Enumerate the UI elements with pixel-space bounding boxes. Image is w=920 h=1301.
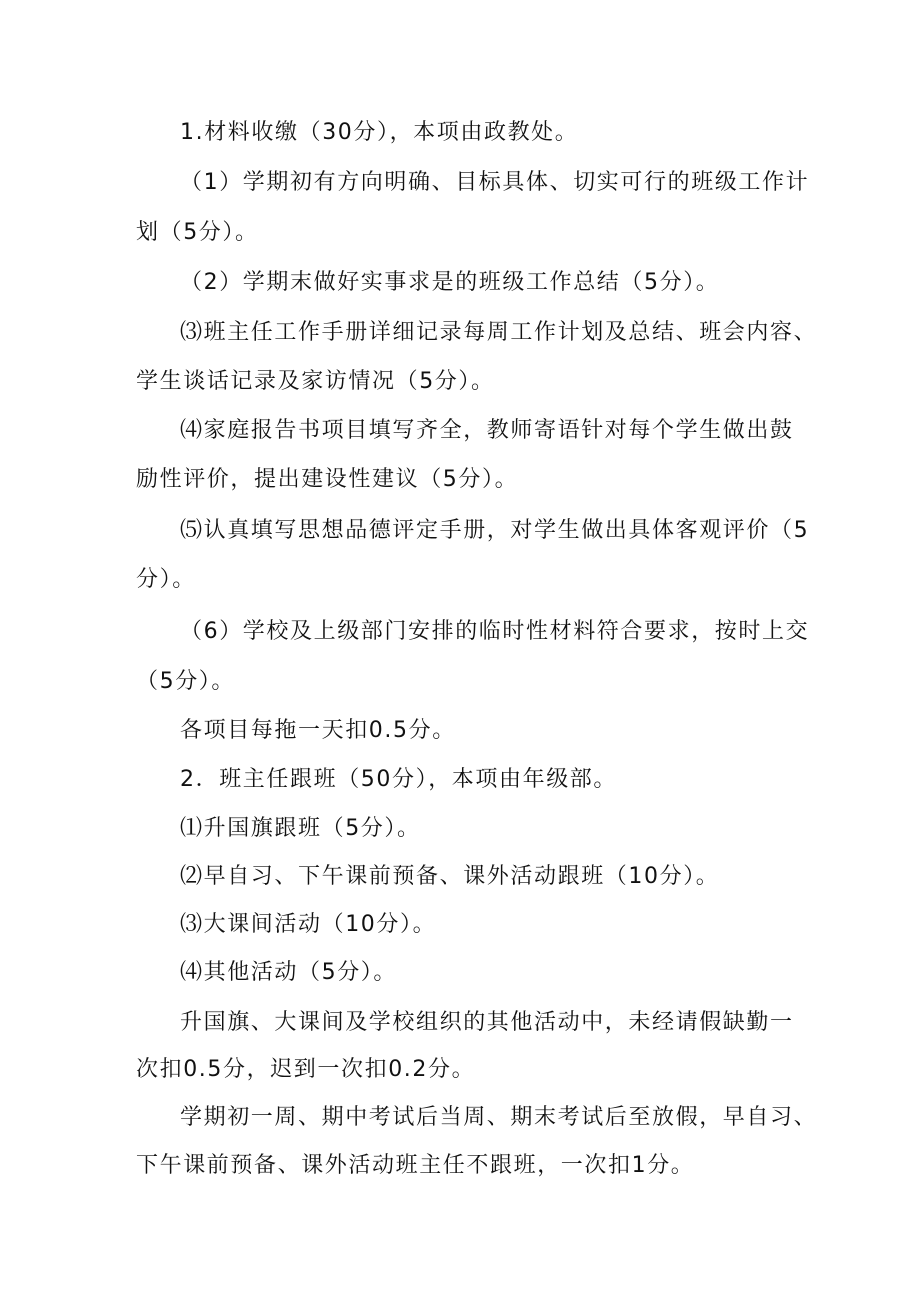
exam-period-rule-line-2: 下午课前预备、课外活动班主任不跟班，一次扣1分。 xyxy=(136,1153,695,1178)
item-1-line-2: 划（5分）。 xyxy=(136,220,259,245)
item-5-line-1: ⑸认真填写思想品德评定手册，对学生做出具体客观评价（5 xyxy=(180,518,810,543)
delay-penalty-note: 各项目每拖一天扣0.5分。 xyxy=(180,718,456,743)
exam-period-rule-line-1: 学期初一周、期中考试后当周、期末考试后至放假，早自习、 xyxy=(180,1105,818,1130)
item-3-line-1: ⑶班主任工作手册详细记录每周工作计划及总结、班会内容、 xyxy=(180,320,818,345)
absence-rule-line-1: 升国旗、大课间及学校组织的其他活动中，未经请假缺勤一 xyxy=(180,1010,794,1035)
follow-item-3: ⑶大课间活动（10分）。 xyxy=(180,912,437,937)
item-2: （2）学期末做好实事求是的班级工作总结（5分）。 xyxy=(180,270,720,295)
follow-item-2: ⑵早自习、下午课前预备、课外活动跟班（10分）。 xyxy=(180,864,720,889)
item-6-line-2: （5分）。 xyxy=(136,669,235,694)
item-3-line-2: 学生谈话记录及家访情况（5分）。 xyxy=(136,369,495,394)
follow-item-4: ⑷其他活动（5分）。 xyxy=(180,960,397,985)
item-5-line-2: 分）。 xyxy=(136,567,196,592)
item-1-line-1: （1）学期初有方向明确、目标具体、切实可行的班级工作计 xyxy=(180,170,810,195)
heading-class-follow: 2．班主任跟班（50分），本项由年级部。 xyxy=(180,767,617,792)
item-4-line-2: 励性评价，提出建设性建议（5分）。 xyxy=(136,467,519,492)
item-4-line-1: ⑷家庭报告书项目填写齐全，教师寄语针对每个学生做出鼓 xyxy=(180,418,794,443)
absence-rule-line-2: 次扣0.5分，迟到一次扣0.2分。 xyxy=(136,1057,476,1082)
item-6-line-1: （6）学校及上级部门安排的临时性材料符合要求，按时上交 xyxy=(180,619,810,644)
heading-materials: 1.材料收缴（30分），本项由政教处。 xyxy=(180,120,579,145)
follow-item-1: ⑴升国旗跟班（5分）。 xyxy=(180,816,421,841)
